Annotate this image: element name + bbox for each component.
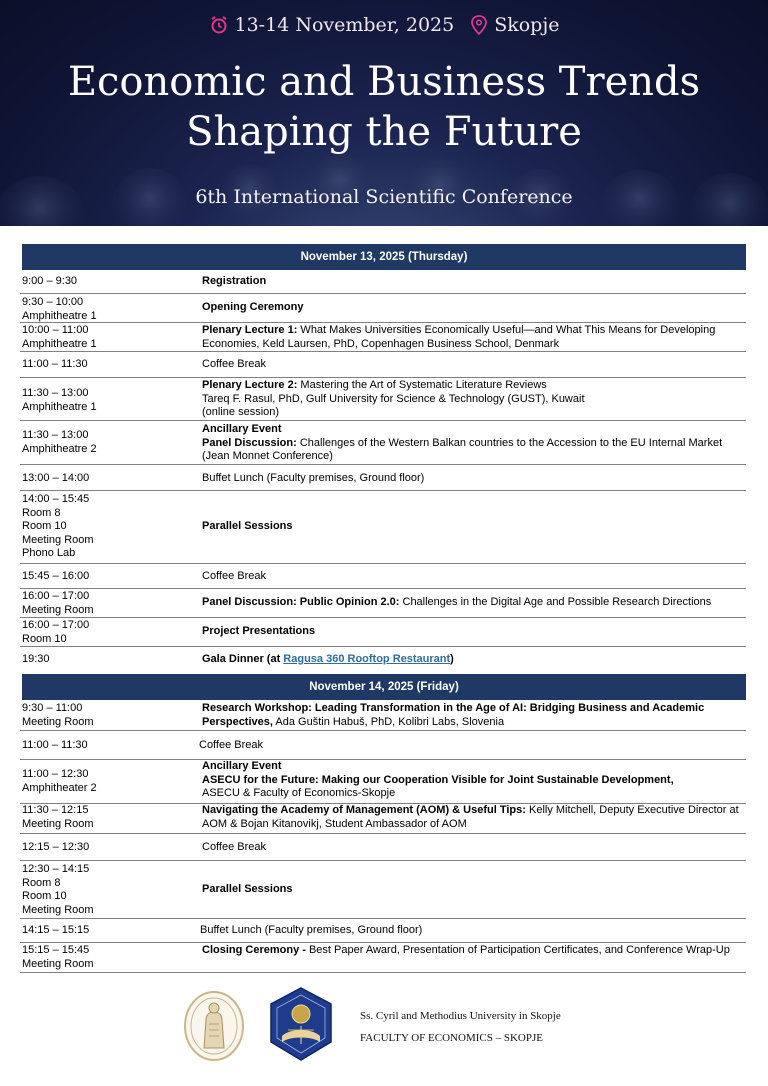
session-time: 11:00 – 12:30 bbox=[22, 768, 89, 780]
session-title: Panel Discussion: Public Opinion 2.0: bbox=[202, 596, 400, 609]
session-time: 9:30 – 10:00 bbox=[22, 296, 84, 308]
session-venue: Phono Lab bbox=[22, 547, 76, 559]
session-time: 12:15 – 12:30 bbox=[22, 841, 90, 853]
session-description: Challenges in the Digital Age and Possible Research Directions bbox=[399, 596, 712, 609]
table-row bbox=[20, 834, 746, 861]
session-time: 9:30 – 11:00 bbox=[22, 702, 83, 714]
session-venue: Room 10 bbox=[22, 890, 67, 902]
session-title: Registration bbox=[202, 275, 267, 287]
session-title: Navigating the Academy of Management (AOM) & Useful Tips: bbox=[202, 804, 526, 816]
session-organizer: ASECU & Faculty of Economics-Skopje bbox=[202, 787, 396, 799]
restaurant-link[interactable]: Ragusa 360 Rooftop Restaurant bbox=[283, 653, 451, 665]
session-time: 14:00 – 15:45 bbox=[22, 493, 90, 505]
session-category: Ancillary Event bbox=[202, 760, 282, 772]
session-description: Mastering the Art of Systematic Literature Reviews bbox=[297, 379, 547, 391]
session-title: Plenary Lecture 1: bbox=[202, 324, 298, 336]
session-time: 11:30 – 12:15 bbox=[22, 804, 89, 816]
session-venue: Amphitheatre 1 bbox=[22, 400, 97, 413]
faculty-name: FACULTY OF ECONOMICS – SKOPJE bbox=[360, 1032, 543, 1044]
session-venue: Amphitheatre 1 bbox=[22, 309, 97, 322]
session-time: 16:00 – 17:00 bbox=[22, 590, 90, 602]
session-venue: Room 10 bbox=[22, 632, 67, 645]
table-row bbox=[20, 919, 746, 943]
session-title: Closing Ceremony - bbox=[202, 944, 309, 956]
conference-title-line1: Economic and Business Trends bbox=[67, 59, 701, 105]
faculty-emblem-icon bbox=[268, 986, 334, 1062]
session-title: Parallel Sessions bbox=[202, 520, 293, 533]
university-seal-icon bbox=[183, 990, 245, 1062]
conference-date-location bbox=[0, 14, 768, 36]
table-row bbox=[20, 861, 746, 919]
table-row bbox=[20, 294, 746, 323]
session-venue: Meeting Room bbox=[22, 817, 94, 830]
session-time: 15:45 – 16:00 bbox=[22, 570, 90, 582]
session-description: Coffee Break bbox=[199, 739, 264, 751]
session-note: (online session) bbox=[202, 406, 280, 418]
table-row bbox=[20, 731, 746, 760]
session-description: Ada Guštin Habuš, PhD, Kolibri Labs, Slovenia bbox=[272, 715, 505, 728]
session-title: Panel Discussion: bbox=[202, 436, 297, 449]
session-title: Plenary Lecture 2: bbox=[202, 379, 298, 391]
session-description: Buffet Lunch (Faculty premises, Ground floor) bbox=[202, 472, 425, 484]
session-venue: Meeting Room bbox=[22, 957, 94, 970]
session-description: What Makes Universities Economically Useful—and What This Means for Developing Economies, Keld Laursen, PhD, Copenhagen Business School, Denmark bbox=[202, 324, 716, 350]
session-description: Challenges of the Western Balkan countries to the Accession to the EU Internal Market (Jean Monnet Conference) bbox=[202, 436, 723, 462]
session-time: 11:00 – 11:30 bbox=[22, 739, 88, 751]
conference-title-line2: Shaping the Future bbox=[186, 109, 582, 155]
session-venue: Meeting Room bbox=[22, 903, 94, 916]
session-title: Parallel Sessions bbox=[202, 882, 293, 895]
table-row bbox=[20, 647, 746, 671]
session-venue: Meeting Room bbox=[22, 603, 94, 616]
session-speaker: Tareq F. Rasul, PhD, Gulf University for Science & Technology (GUST), Kuwait bbox=[202, 392, 585, 405]
session-venue: Amphitheatre 1 bbox=[22, 337, 97, 350]
session-time: 12:30 – 14:15 bbox=[22, 863, 90, 875]
session-venue: Amphitheatre 2 bbox=[22, 442, 97, 455]
table-row bbox=[20, 701, 746, 731]
day2-header: November 14, 2025 (Friday) bbox=[22, 674, 746, 700]
session-venue: Amphitheater 2 bbox=[22, 781, 97, 794]
session-description: Coffee Break bbox=[202, 570, 267, 582]
table-row bbox=[20, 491, 746, 564]
session-time: 11:00 – 11:30 bbox=[22, 358, 88, 370]
table-row bbox=[20, 804, 746, 834]
table-row bbox=[20, 943, 746, 973]
session-title: Gala Dinner (at bbox=[202, 653, 284, 665]
session-venue: Room 8 bbox=[22, 876, 61, 889]
session-time: 16:00 – 17:00 bbox=[22, 619, 90, 631]
day1-header: November 13, 2025 (Thursday) bbox=[22, 244, 746, 270]
session-time: 14:15 – 15:15 bbox=[22, 924, 90, 936]
session-time: 19:30 bbox=[22, 653, 50, 665]
session-time: 11:30 – 13:00 bbox=[22, 429, 89, 441]
session-title: Research Workshop: Leading Transformation in the Age of AI: Bridging Business and Academic Perspectives, bbox=[202, 702, 705, 728]
session-title: ASECU for the Future: Making our Cooperation Visible for Joint Sustainable Development, bbox=[202, 773, 674, 786]
table-row bbox=[20, 323, 746, 352]
session-description: Coffee Break bbox=[202, 358, 267, 370]
table-row bbox=[20, 589, 746, 618]
table-row bbox=[20, 272, 746, 294]
table-row bbox=[20, 352, 746, 378]
conference-city: Skopje bbox=[494, 14, 560, 36]
session-venue: Room 8 bbox=[22, 506, 61, 519]
session-venue: Meeting Room bbox=[22, 715, 94, 728]
table-row bbox=[20, 421, 746, 465]
session-category: Ancillary Event bbox=[202, 423, 282, 435]
conference-subtitle: 6th International Scientific Conference bbox=[195, 186, 573, 208]
conference-date: 13-14 November, 2025 bbox=[234, 14, 455, 36]
header-banner bbox=[0, 0, 768, 226]
session-description: Kelly Mitchell, Deputy Executive Director at AOM & Bojan Kitanovikj, Student Ambassador of AOM bbox=[202, 804, 739, 830]
table-row bbox=[20, 760, 746, 804]
location-pin-icon bbox=[470, 15, 488, 35]
session-venue: Room 10 bbox=[22, 520, 67, 532]
session-description: Best Paper Award, Presentation of Participation Certificates, and Conference Wrap-Up bbox=[308, 944, 730, 956]
university-name: Ss. Cyril and Methodius University in Skopje bbox=[360, 1010, 561, 1022]
table-row bbox=[20, 564, 746, 589]
alarm-clock-icon bbox=[209, 15, 229, 35]
session-venue: Meeting Room bbox=[22, 533, 94, 546]
session-title: Project Presentations bbox=[202, 625, 316, 638]
session-description: Buffet Lunch (Faculty premises, Ground floor) bbox=[200, 924, 423, 936]
table-row bbox=[20, 378, 746, 421]
session-description: Coffee Break bbox=[202, 841, 267, 853]
session-time: 15:15 – 15:45 bbox=[22, 944, 90, 956]
session-time: 10:00 – 11:00 bbox=[22, 324, 89, 336]
session-title-end: ) bbox=[450, 653, 454, 665]
session-title: Opening Ceremony bbox=[202, 301, 304, 314]
session-time: 9:00 – 9:30 bbox=[22, 275, 78, 287]
table-row bbox=[20, 618, 746, 647]
session-time: 11:30 – 13:00 bbox=[22, 387, 89, 399]
session-time: 13:00 – 14:00 bbox=[22, 472, 90, 484]
table-row bbox=[20, 465, 746, 491]
